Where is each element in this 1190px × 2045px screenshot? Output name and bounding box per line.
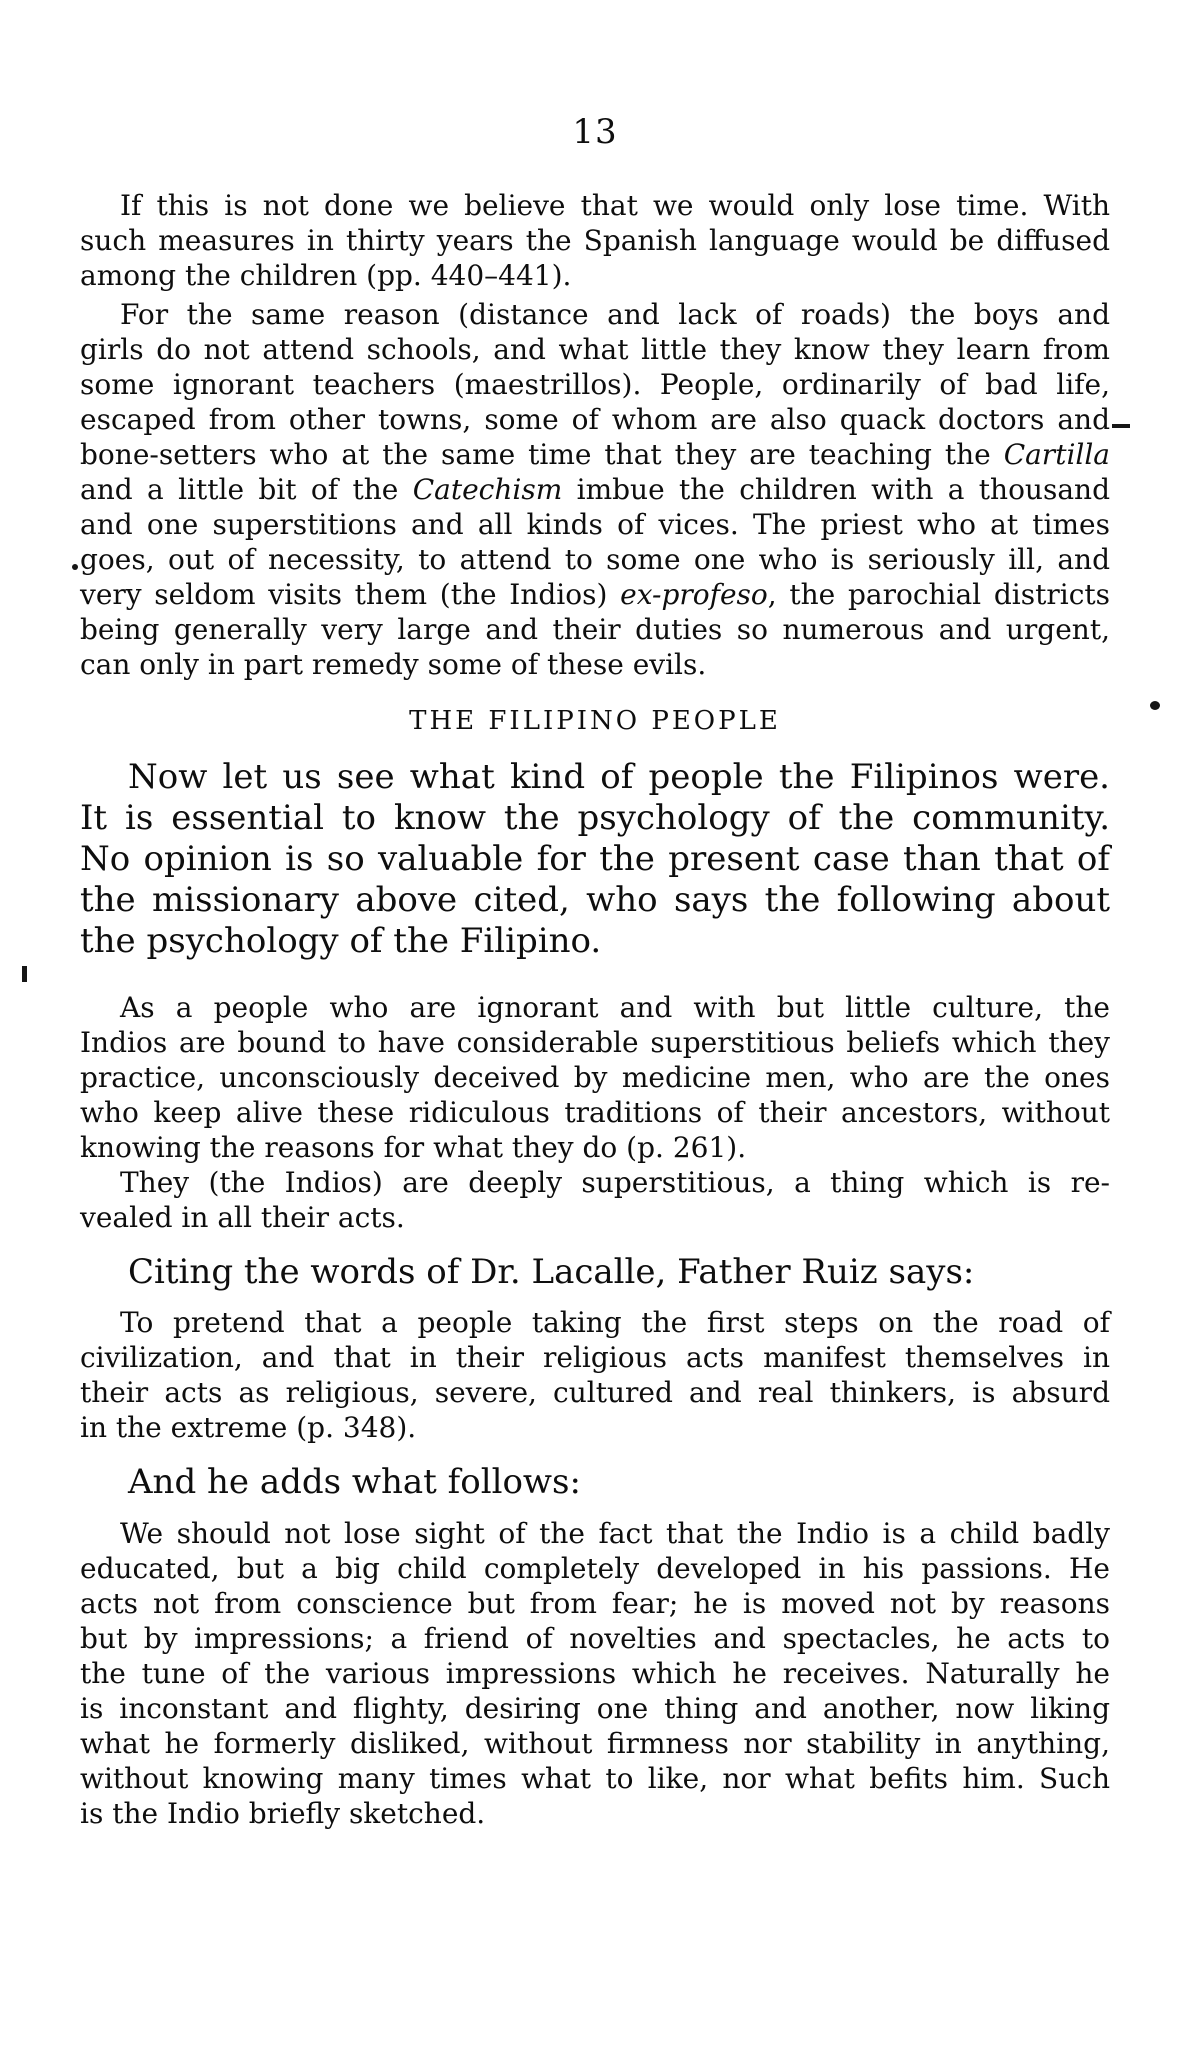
ink-speck-blot [1150,701,1160,710]
text-line: Citing the words of Dr. Lacalle, Father Ruiz says: [128,1252,975,1292]
section-heading-text: THE FILIPINO PEOPLE [409,706,781,736]
text-line: and a little bit of the Catechism imbue the children with a thousand [80,473,1110,506]
text-line: They (the Indios) are deeply superstitious, a thing which is re- [120,1166,1110,1199]
text-line: goes, out of necessity, to attend to some one who is seriously ill, and [80,543,1110,576]
ink-speck-tick [22,966,27,982]
text-line: knowing the reasons for what they do (p. 261). [80,1131,747,1164]
text-line: We should not lose sight of the fact that the Indio is a child badly [120,1517,1110,1550]
text-line: such measures in thirty years the Spanish language would be diffused [80,224,1110,257]
text-line: Now let us see what kind of people the Filipinos were. [128,757,1110,797]
text-line: their acts as religious, severe, cultured and real thinkers, is absurd [80,1376,1110,1409]
text-line: vealed in all their acts. [80,1201,405,1234]
text-line: what he formerly disliked, without firmness nor stability in anything, [80,1727,1110,1760]
text-line: civilization, and that in their religious acts manifest themselves in [80,1341,1110,1374]
paragraph-citing-lacalle [80,1252,1110,1293]
text-line: the psychology of the Filipino. [80,921,602,961]
text-line: acts not from conscience but from fear; he is moved not by reasons [80,1587,1110,1620]
text-line: who keep alive these ridiculous traditions of their ancestors, without [80,1096,1110,1129]
text-line: without knowing many times what to like, nor what befits him. Such [80,1762,1110,1795]
ink-speck-underscore [1112,424,1130,428]
text-line: For the same reason (distance and lack of roads) the boys and [120,298,1110,331]
text-line: To pretend that a people taking the first steps on the road of [120,1306,1110,1339]
text-line: If this is not done we believe that we would only lose time. With [120,189,1110,222]
text-line: escaped from other towns, some of whom are also quack doctors and [80,403,1110,436]
text-line: No opinion is so valuable for the present case than that of [80,839,1110,879]
text-line: It is essential to know the psychology of the community. [80,798,1110,838]
text-line: girls do not attend schools, and what little they know they learn from [80,333,1110,366]
paragraph-to-pretend [80,1305,1110,1445]
text-line: among the children (pp. 440–441). [80,259,572,292]
text-line: educated, but a big child completely developed in his passions. He [80,1552,1110,1585]
text-line: some ignorant teachers (maestrillos). People, ordinarily of bad life, [80,368,1110,401]
text-line: but by impressions; a friend of novelties and spectacles, he acts to [80,1622,1110,1655]
text-line: And he adds what follows: [128,1462,581,1502]
paragraph-indio-child [80,1516,1110,1831]
text-line: being generally very large and their duties so numerous and urgent, [80,613,1110,646]
text-line: bone-setters who at the same time that they are teaching the Cartilla [80,438,1110,471]
paragraph-schools [80,297,1110,682]
page-number: 13 [572,112,618,152]
text-line: the tune of the various impressions which he receives. Naturally he [80,1657,1110,1690]
ink-speck-dot [72,564,78,570]
text-line: the missionary above cited, who says the following about [80,880,1110,920]
paragraph-intro [80,188,1110,293]
text-line: Indios are bound to have considerable superstitious beliefs which they [80,1026,1110,1059]
text-line: can only in part remedy some of these evils. [80,648,707,681]
text-line: practice, unconsciously deceived by medicine men, who are the ones [80,1061,1110,1094]
paragraph-as-a-people [80,990,1110,1235]
text-line: As a people who are ignorant and with but little culture, the [120,991,1110,1024]
text-line: and one superstitions and all kinds of vices. The priest who at times [80,508,1110,541]
paragraph-now-let-us-see [80,757,1110,962]
text-line: is the Indio briefly sketched. [80,1797,486,1830]
paragraph-and-he-adds [80,1462,1110,1503]
text-line: in the extreme (p. 348). [80,1411,417,1444]
text-line: very seldom visits them (the Indios) ex-profeso, the parochial districts [80,578,1110,611]
section-heading-filipino-people [80,703,1110,739]
text-line: is inconstant and flighty, desiring one thing and another, now liking [80,1692,1110,1725]
